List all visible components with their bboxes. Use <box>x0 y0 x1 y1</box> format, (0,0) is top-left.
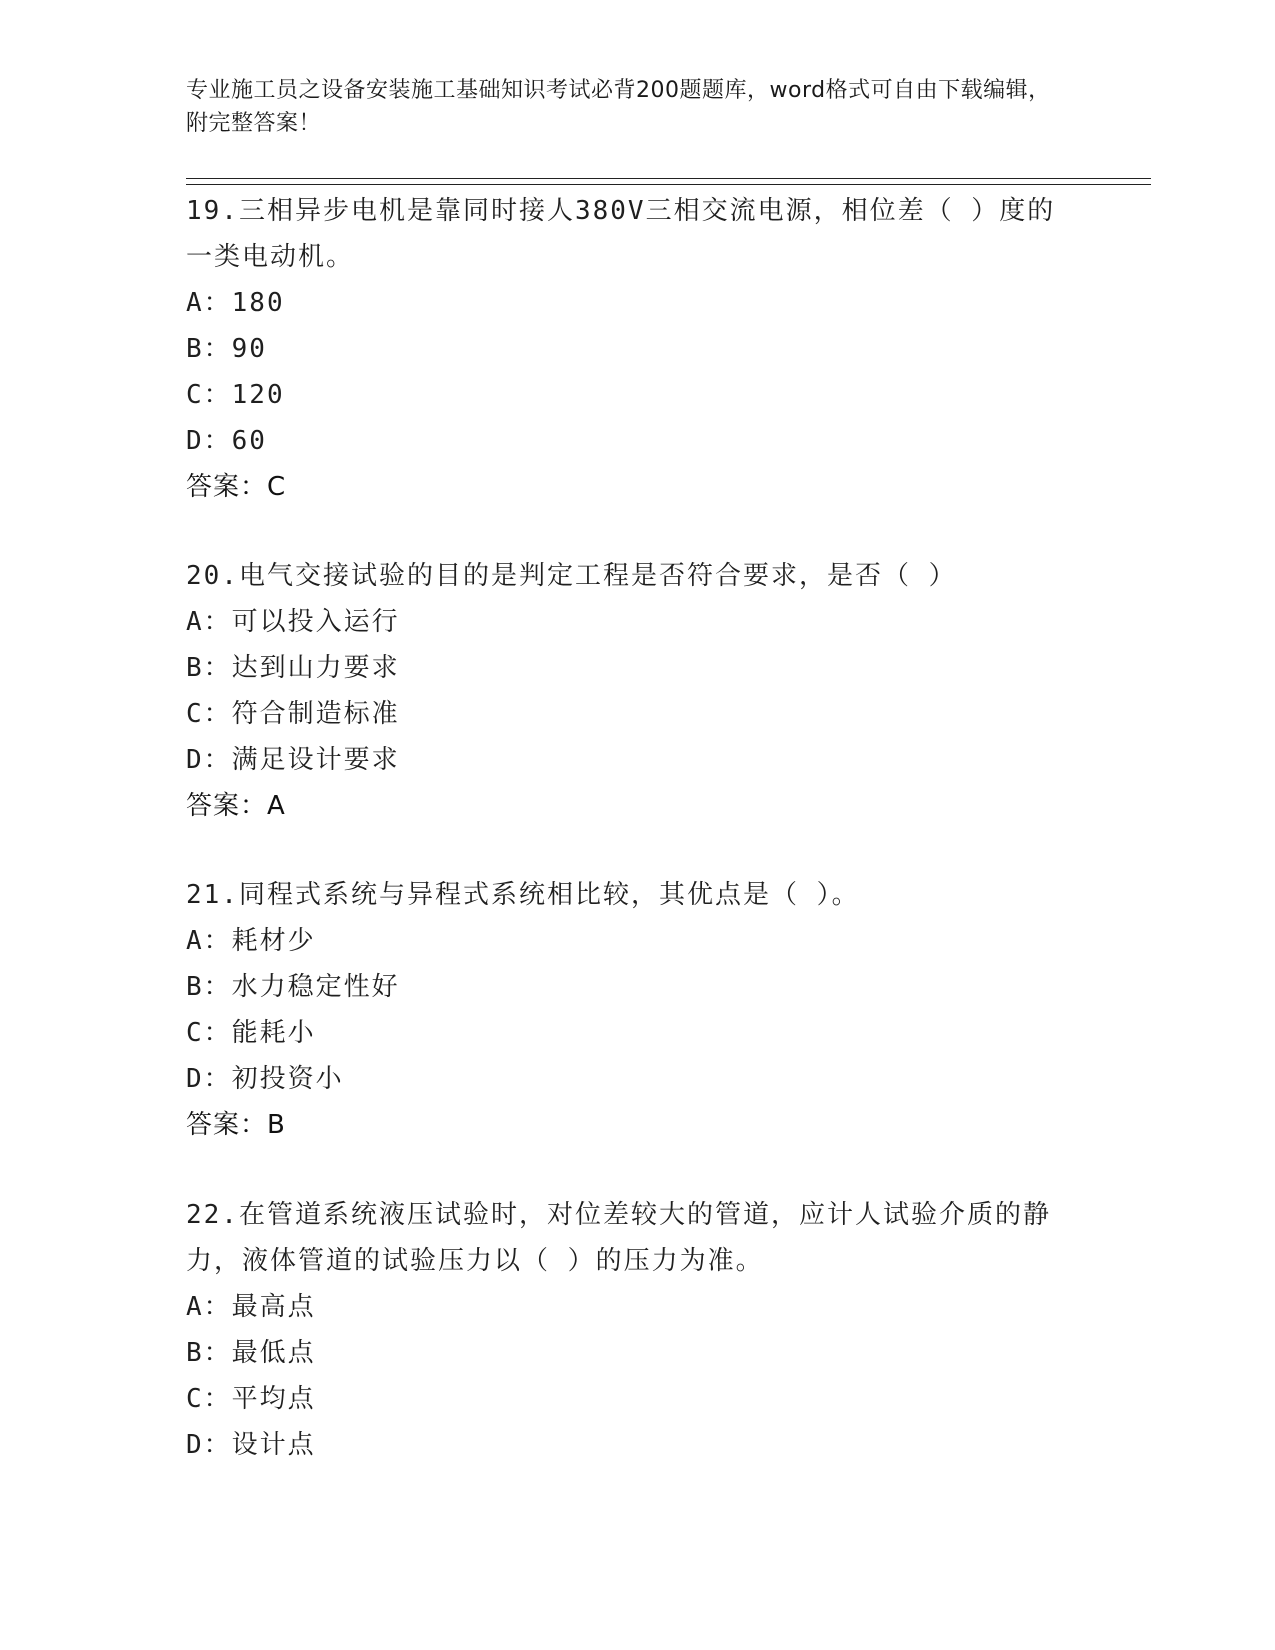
question-stem-continued: 一类电动机。 <box>186 242 355 272</box>
question-21 <box>186 872 1086 1148</box>
question-20 <box>186 553 1086 829</box>
option-d: D：初投资小 <box>186 1064 344 1094</box>
answer: 答案：C <box>186 472 287 502</box>
header-divider-bottom <box>186 184 1151 185</box>
option-a: A：耗材少 <box>186 926 316 956</box>
header-divider-top <box>186 178 1151 179</box>
option-a: A：可以投入运行 <box>186 607 400 637</box>
option-d: D：60 <box>186 426 267 456</box>
question-stem-continued: 力，液体管道的试验压力以（ ）的压力为准。 <box>186 1246 764 1276</box>
option-d: D：设计点 <box>186 1430 316 1460</box>
option-c: C：120 <box>186 380 285 410</box>
question-stem: 22.在管道系统液压试验时，对位差较大的管道，应计人试验介质的静 <box>186 1200 1051 1230</box>
option-d: D：满足设计要求 <box>186 745 400 775</box>
option-b: B：水力稳定性好 <box>186 972 400 1002</box>
question-stem: 21.同程式系统与异程式系统相比较，其优点是（ ）。 <box>186 880 860 910</box>
option-b: B：最低点 <box>186 1338 316 1368</box>
document-header: 专业施工员之设备安装施工基础知识考试必背200题题库，word格式可自由下载编辑，附完整答案！ <box>186 78 1051 136</box>
answer: 答案：B <box>186 1110 286 1140</box>
question-22 <box>186 1192 1086 1468</box>
option-c: C：平均点 <box>186 1384 316 1414</box>
option-b: B：90 <box>186 334 267 364</box>
option-c: C：能耗小 <box>186 1018 316 1048</box>
answer: 答案：A <box>186 791 286 821</box>
option-c: C：符合制造标准 <box>186 699 400 729</box>
question-19 <box>186 188 1086 510</box>
option-a: A：180 <box>186 288 285 318</box>
option-a: A：最高点 <box>186 1292 316 1322</box>
option-b: B：达到山力要求 <box>186 653 400 683</box>
question-stem: 20.电气交接试验的目的是判定工程是否符合要求，是否（ ） <box>186 561 957 591</box>
question-stem: 19.三相异步电机是靠同时接人380V三相交流电源，相位差（ ）度的 <box>186 196 1056 226</box>
